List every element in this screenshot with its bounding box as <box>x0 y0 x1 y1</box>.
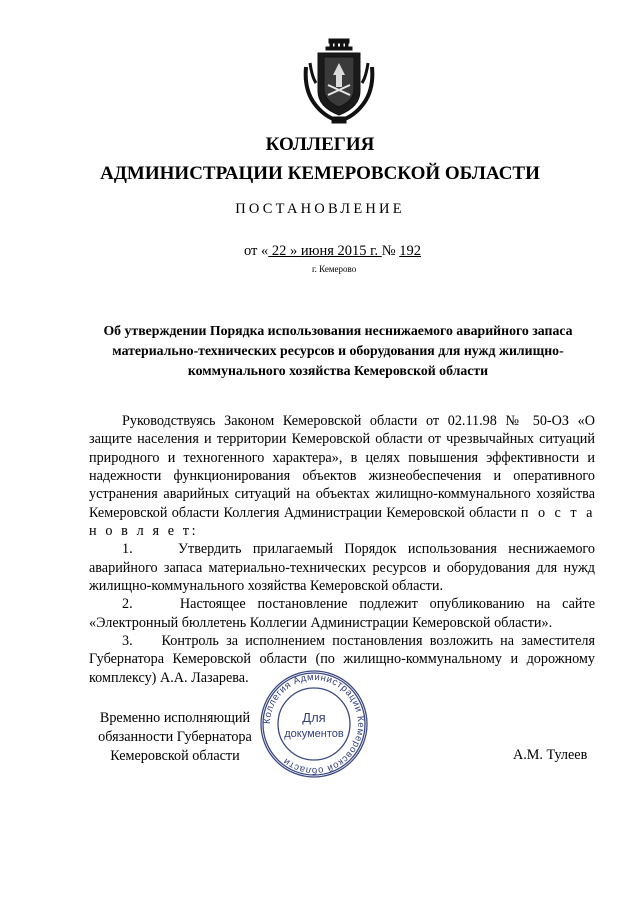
stamp-center-line1: Для <box>302 710 326 725</box>
stamp-ring-text: Коллегия Администрации Кемеровской области <box>261 671 367 777</box>
resolution-item-3: 3. Контроль за исполнением постановления возложить на заместителя Губернатора Кемеровской области (по жилищно-коммунальному и дорожному комплексу) А.А. Лазарева. <box>89 633 595 686</box>
preamble-text: Руководствуясь Законом Кемеровской области от 02.11.98 № 50-ОЗ «О защите населения и территории Кемеровской области от чрезвычайных ситуаций природного и техногенного характера», в целях повышения эффективности и надежности функционирования объектов жизнеобеспечения и оперативного устранения аварийных ситуаций на объектах жилищно-коммунального хозяйства Кемеровской области Коллегия Администрации Кемеровской области <box>89 413 595 521</box>
official-stamp-icon <box>258 668 370 780</box>
date-month-year: июня 2015 г. <box>300 243 382 259</box>
number-sign: № <box>381 243 400 259</box>
resolution-item-1: 1. Утвердить прилагаемый Порядок использования неснижаемого аварийного запаса материально-технических ресурсов и оборудования для нужд жилищно-коммунального хозяйства Кемеровской области. <box>89 541 595 595</box>
resolution-item-2: 2. Настоящее постановление подлежит опубликованию на сайте «Электронный бюллетень Коллегии Администрации Кемеровской области». <box>89 596 595 631</box>
document-number: 192 <box>399 243 421 259</box>
date-day: 22 <box>268 243 291 259</box>
document-city: г. Кемерово <box>312 264 357 274</box>
document-date-line <box>244 243 421 260</box>
preamble-paragraph <box>89 412 595 540</box>
signatory-line2: обязанности Губернатора <box>98 729 252 745</box>
org-title-line1: КОЛЛЕГИЯ <box>265 134 375 155</box>
coat-of-arms-icon <box>302 37 376 125</box>
date-prefix: от « <box>244 243 269 259</box>
org-title-line2: АДМИНИСТРАЦИИ КЕМЕРОВСКОЙ ОБЛАСТИ <box>100 163 540 184</box>
signatory-name: А.М. Тулеев <box>513 747 588 763</box>
signatory-title <box>89 709 261 766</box>
date-close-quote: » <box>290 243 301 259</box>
document-subject: Об утверждении Порядка использования неснижаемого аварийного запаса материально-технических ресурсов и оборудования для нужд жилищно-коммунального хозяйства Кемеровской области <box>103 323 573 378</box>
document-type: ПОСТАНОВЛЕНИЕ <box>235 201 405 217</box>
signatory-line3: Кемеровской области <box>110 748 240 764</box>
signatory-line1: Временно исполняющий <box>99 710 251 726</box>
stamp-center-line2: документов <box>284 728 344 740</box>
resolves-word: п о с т а н о в л я е т: <box>89 504 596 540</box>
document-body <box>89 412 595 687</box>
